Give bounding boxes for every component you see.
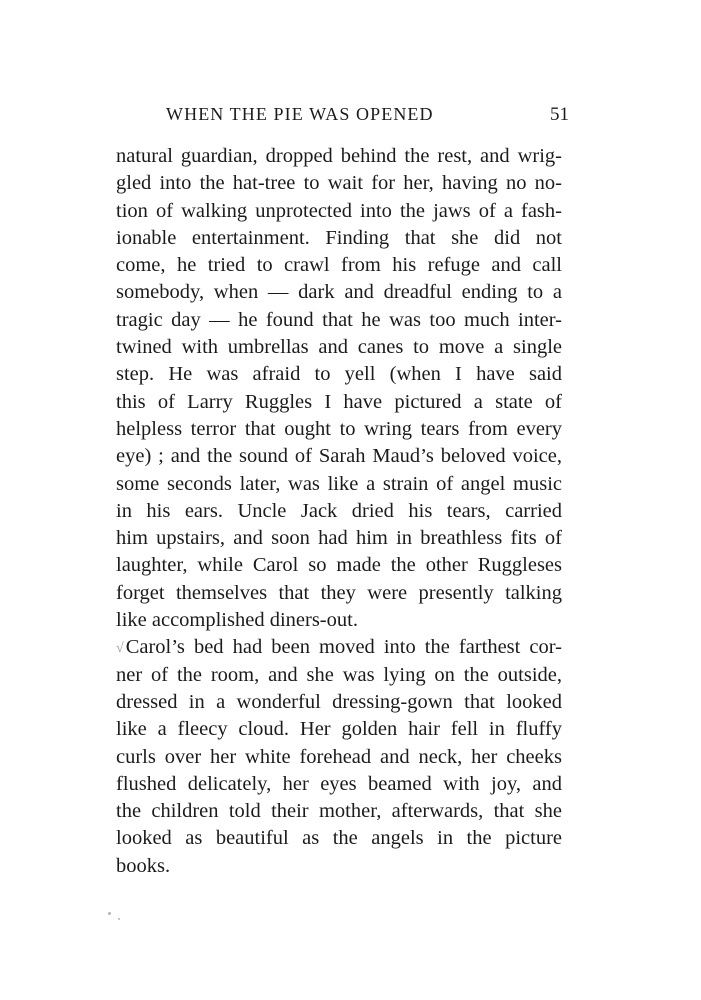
text-line: step. He was afraid to yell (when I have said <box>116 363 562 386</box>
running-title: WHEN THE PIE WAS OPENED <box>166 104 434 124</box>
text-line: curls over her white forehead and neck, her cheeks <box>116 745 562 768</box>
body-text <box>116 143 562 880</box>
text-line: some seconds later, was like a strain of angel music <box>116 472 562 495</box>
running-head <box>166 104 569 134</box>
paper-speck <box>118 918 120 920</box>
paragraph-first-line <box>116 634 562 661</box>
text-line: forget themselves that they were presently talking <box>116 581 562 604</box>
text-line: looked as beautiful as the angels in the picture <box>116 827 562 850</box>
text-line: somebody, when — dark and dreadful ending to a <box>116 281 562 304</box>
text-line: like a fleecy cloud. Her golden hair fell in fluffy <box>116 718 562 741</box>
text-line: books. <box>116 854 171 877</box>
text-line: twined with umbrellas and canes to move a single <box>116 336 562 359</box>
text-line: ionable entertainment. Finding that she did not <box>116 226 562 249</box>
text-line: gled into the hat-tree to wait for her, having no no- <box>116 172 562 195</box>
text-line: ner of the room, and she was lying on the outside, <box>116 663 562 686</box>
text-line: Carol’s bed had been moved into the farthest cor- <box>125 636 562 659</box>
text-line: this of Larry Ruggles I have pictured a state of <box>116 390 562 413</box>
text-line: him upstairs, and soon had him in breathless fits of <box>116 527 562 550</box>
text-line: like accomplished diners-out. <box>116 609 358 632</box>
text-line: helpless terror that ought to wring tears from every <box>116 417 562 440</box>
text-line: eye) ; and the sound of Sarah Maud’s beloved voice, <box>116 445 562 468</box>
page-number: 51 <box>550 104 569 125</box>
text-line: natural guardian, dropped behind the rest, and wrig- <box>116 145 562 167</box>
paper-speck <box>108 912 111 915</box>
text-line: the children told their mother, afterwards, that she <box>116 800 562 823</box>
text-line: laughter, while Carol so made the other Ruggleses <box>116 554 562 577</box>
text-line: tion of walking unprotected into the jaws of a fash- <box>116 199 562 222</box>
pencil-check-mark: √ <box>116 641 124 657</box>
text-line: in his ears. Uncle Jack dried his tears, carried <box>116 499 562 522</box>
text-line: flushed delicately, her eyes beamed with joy, and <box>116 772 562 795</box>
text-line: dressed in a wonderful dressing-gown that looked <box>116 690 562 713</box>
text-line: tragic day — he found that he was too much inter- <box>116 308 562 331</box>
text-line: come, he tried to crawl from his refuge and call <box>116 254 562 277</box>
